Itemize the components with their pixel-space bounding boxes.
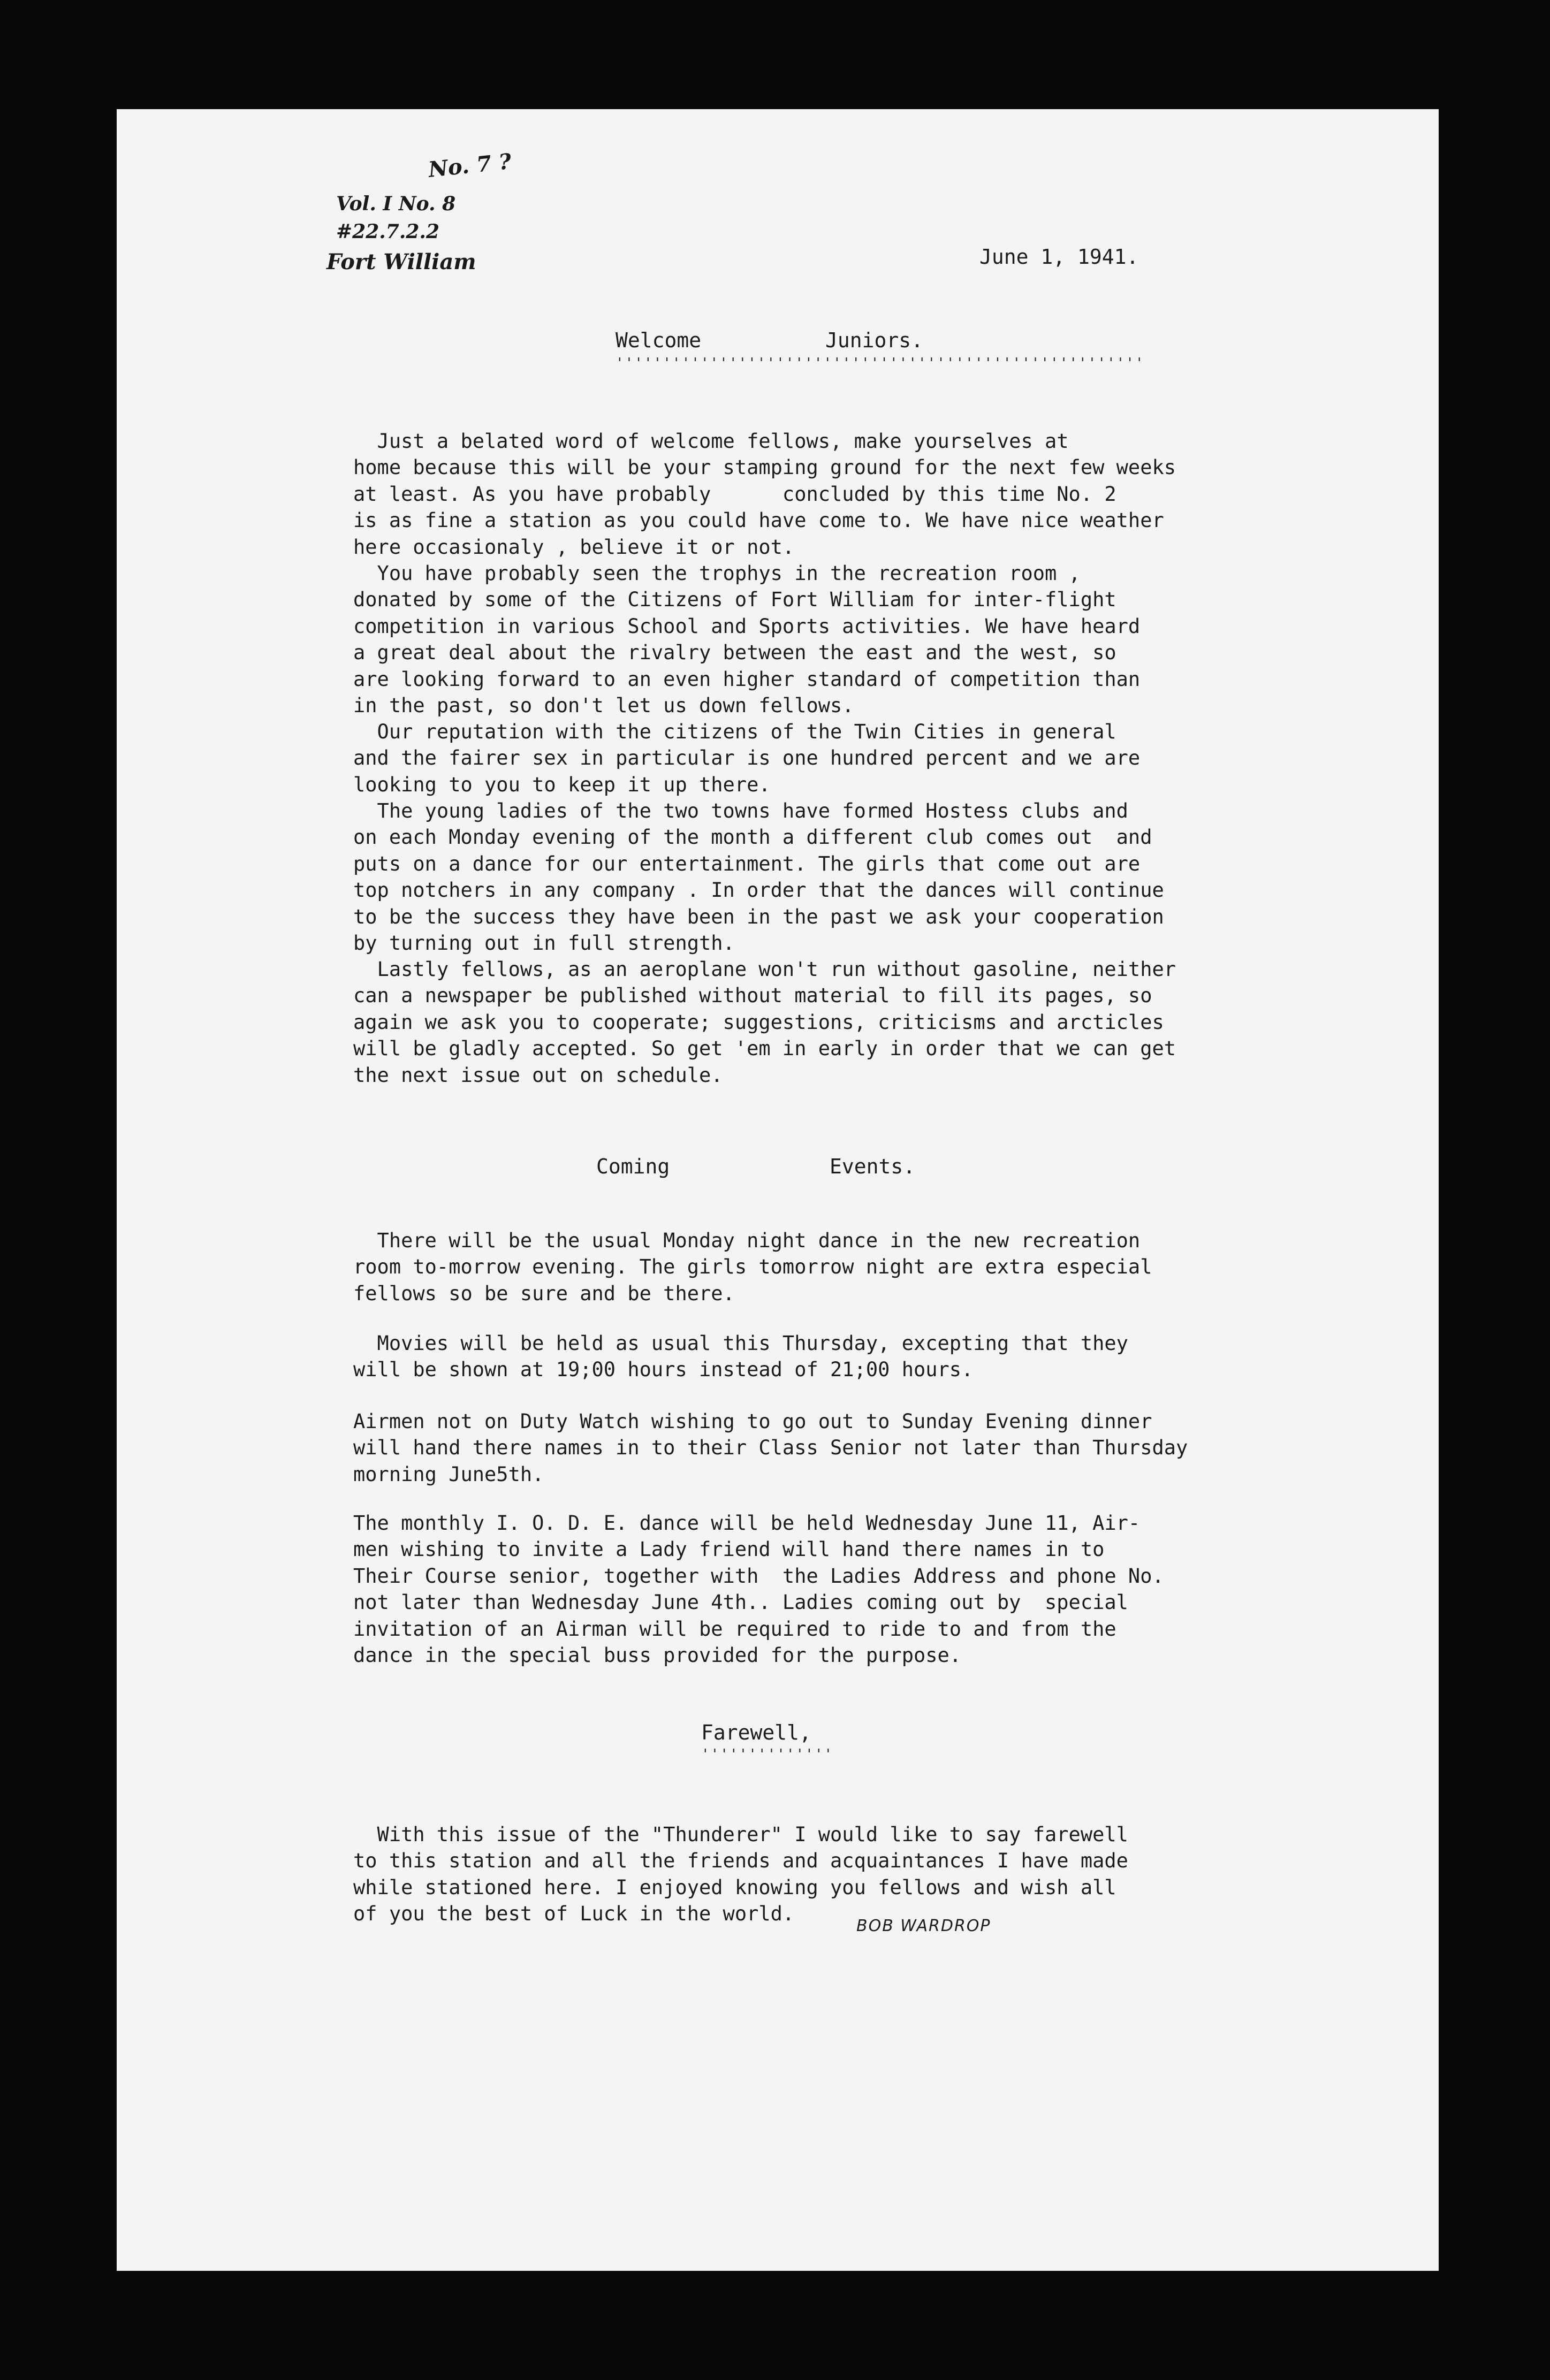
farewell-heading: Farewell, bbox=[701, 1721, 811, 1744]
events-heading-right: Events. bbox=[830, 1155, 916, 1178]
welcome-heading-right: Juniors. bbox=[825, 329, 924, 352]
welcome-paragraph-4: The young ladies of the two towns have formed Hostess clubs and on each Monday evening of the month a different club comes out and puts on a dance for our entertainment. The girls that come out are top notchers in any company . In order that the dances will continue to be the success they have been in the past we ask your cooperation by turning out in full strength. bbox=[353, 799, 1164, 955]
issue-date: June 1, 1941. bbox=[979, 245, 1139, 269]
welcome-paragraph-3: Our reputation with the citizens of the Twin Cities in general and the fairer sex in particular is one hundred percent and we are looking to you to keep it up there. bbox=[353, 720, 1141, 796]
events-paragraph-3: Airmen not on Duty Watch wishing to go out to Sunday Evening dinner will hand there names in to their Class Senior not later than Thursday morning June5th. bbox=[353, 1410, 1188, 1486]
events-paragraph-4: The monthly I. O. D. E. dance will be held Wednesday June 11, Air- men wishing to invite a Lady friend will hand there names in to Their Course senior, together with the Ladies Address and phone No. not later than Wednesday June 4th.. Ladies coming out by special invitation of an Airman will be required to ride to and from the dance in the special buss provided for the purpose. bbox=[353, 1512, 1164, 1667]
farewell-heading-underline: '''''''''''''' bbox=[701, 1746, 834, 1763]
farewell-paragraph-1: With this issue of the "Thunderer" I would like to say farewell to this station and all the friends and acquaintances I have made while stationed here. I enjoyed knowing you fellows and wish all of you the best of Luck in the world. bbox=[353, 1823, 1128, 1926]
handwritten-volume: Vol. I No. 8 bbox=[336, 193, 456, 215]
handwritten-location: Fort William bbox=[326, 249, 476, 274]
welcome-heading-left: Welcome bbox=[616, 329, 702, 352]
welcome-heading-underline: '''''''''''''''''''''''''''''''''''''''''''''''''''''''' bbox=[616, 355, 1145, 371]
handwritten-reference: #22.7.2.2 bbox=[336, 220, 440, 243]
welcome-paragraph-5: Lastly fellows, as an aeroplane won't run without gasoline, neither can a newspaper be published without material to fill its pages, so again we ask you to cooperate; suggestions, criticisms and arcticles will be gladly accepted. So get 'em in early in order that we can get the next issue out on schedule. bbox=[353, 958, 1176, 1087]
events-paragraph-1: There will be the usual Monday night dance in the new recreation room to-morrow evening. The girls tomorrow night are extra especial fellows so be sure and be there. bbox=[353, 1229, 1152, 1305]
welcome-paragraph-1: Just a belated word of welcome fellows, make yourselves at home because this will be your stamping ground for the next few weeks at least. As you have probably concluded by this time No. 2 is as fine a station as you could have come to. We have nice weather here occasionaly , believe it or not. bbox=[353, 430, 1176, 559]
welcome-paragraph-2: You have probably seen the trophys in the recreation room , donated by some of the Citizens of Fort William for inter-flight competition in various School and Sports activities. We have heard a great deal about the rivalry between the east and the west, so are looking forward to an even higher standard of competition than in the past, so don't let us down fellows. bbox=[353, 562, 1141, 718]
signature: BOB WARDROP bbox=[856, 1917, 991, 1935]
events-heading-left: Coming bbox=[596, 1155, 670, 1178]
events-paragraph-2: Movies will be held as usual this Thursday, excepting that they will be shown at 19;00 hours instead of 21;00 hours. bbox=[353, 1332, 1128, 1382]
handwritten-issue-number: No. 7 ? bbox=[427, 148, 513, 183]
